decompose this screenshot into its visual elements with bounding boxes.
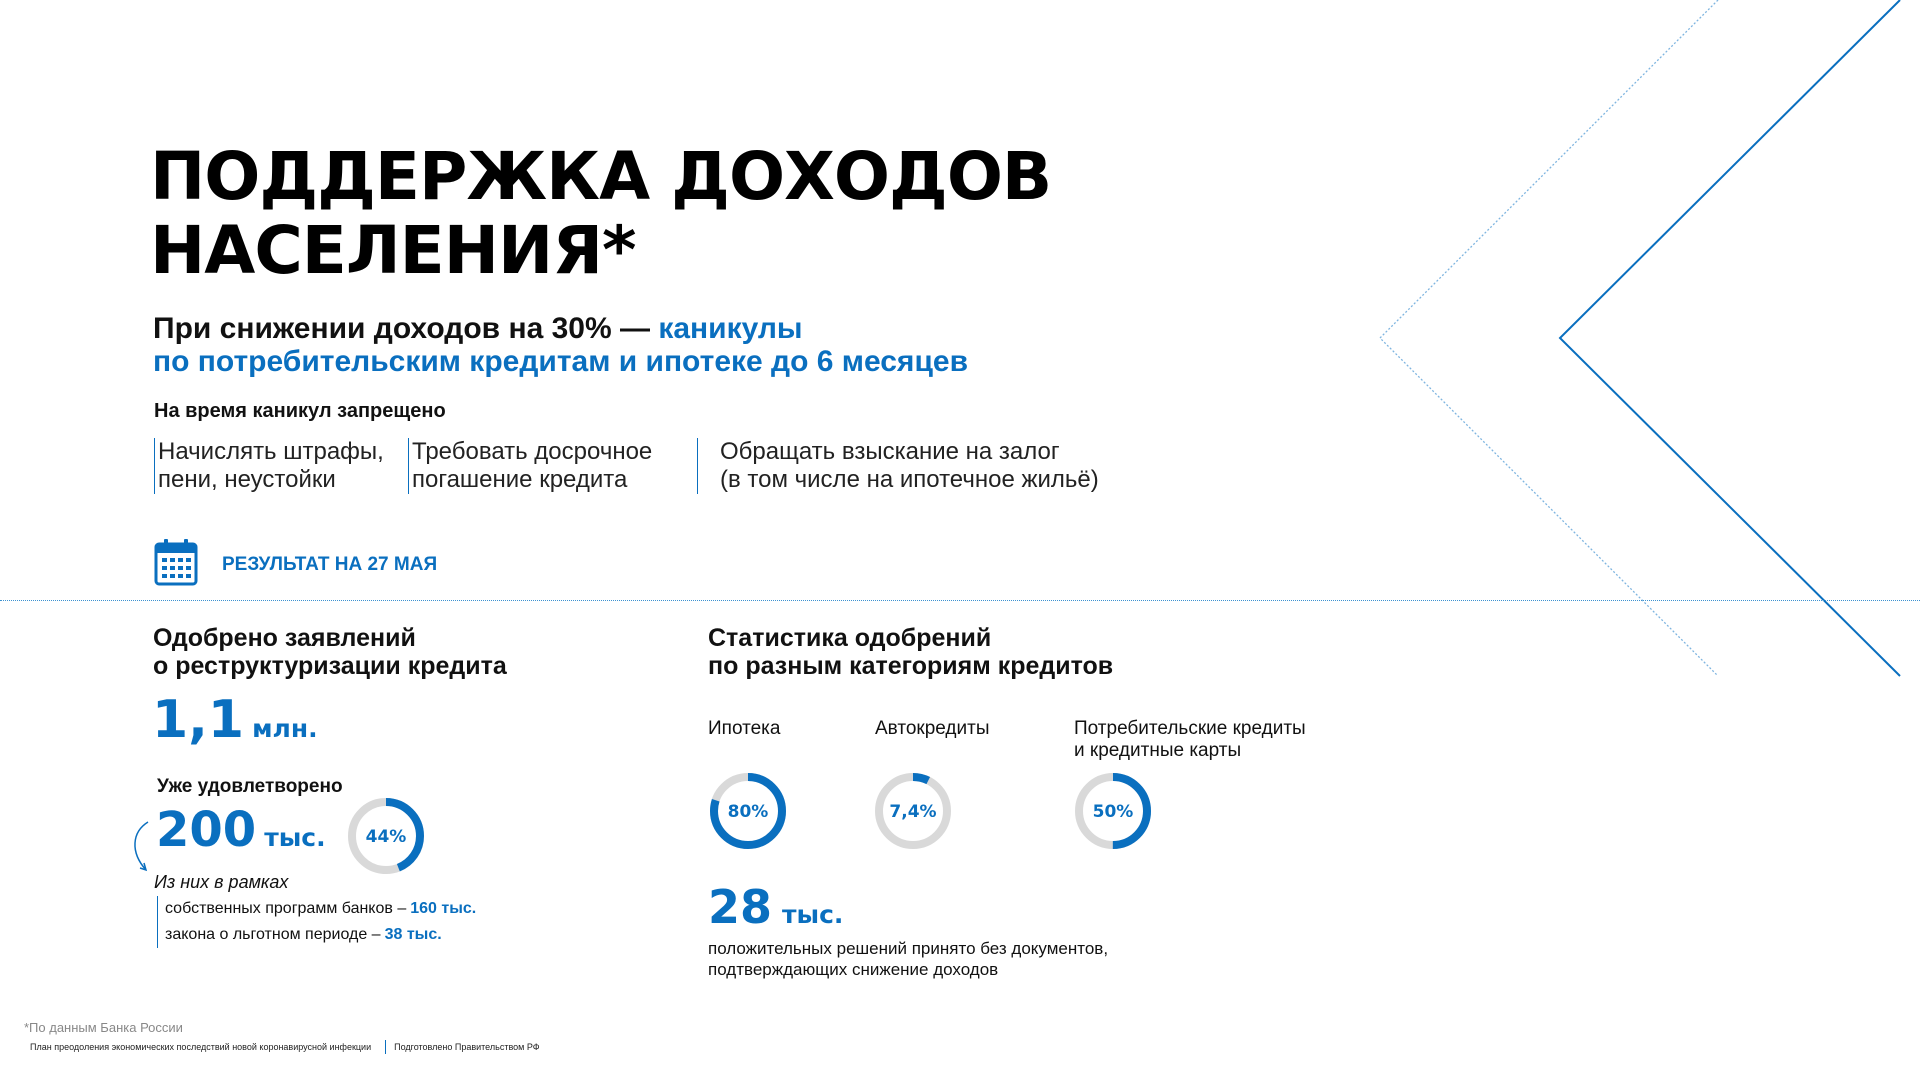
- satisfied-total: [156, 802, 326, 858]
- footer-right: Подготовлено Правительством РФ: [394, 1042, 540, 1052]
- approved-heading: [153, 624, 507, 680]
- banned-item-line1: Требовать досрочное: [412, 438, 653, 465]
- program-item: [165, 896, 476, 922]
- subtitle-part2: каникулы: [658, 312, 803, 345]
- donut-auto-label: 7,4%: [889, 802, 937, 822]
- satisfied-unit: тыс.: [264, 823, 326, 852]
- approved-value: 1,1: [152, 690, 245, 750]
- banned-item-line2: пени, неустойки: [158, 466, 336, 493]
- banned-item-collateral: [697, 438, 1160, 494]
- program-label: собственных программ банков –: [165, 900, 407, 917]
- banned-item-early-repayment: [408, 438, 692, 494]
- banned-item-line2: погашение кредита: [412, 466, 628, 493]
- satisfied-label: Уже удовлетворено: [157, 776, 343, 797]
- chevron-inner: [1560, 0, 1900, 676]
- subtitle-line2: по потребительским кредитам и ипотеке до 6 месяцев: [153, 345, 969, 378]
- footnote: *По данным Банка России: [24, 1020, 183, 1035]
- subtitle: [153, 312, 968, 378]
- no-docs-unit: тыс.: [782, 900, 844, 929]
- category-label-consumer: [1074, 718, 1306, 762]
- approved-heading-line1: Одобрено заявлений: [153, 624, 416, 652]
- program-label: закона о льготном периоде –: [165, 926, 381, 943]
- donut-consumer-label: 50%: [1092, 802, 1134, 822]
- no-docs-line2: подтверждающих снижение доходов: [708, 960, 999, 979]
- program-list: [157, 896, 476, 948]
- category-label-line1: Ипотека: [708, 718, 781, 739]
- stats-heading: [708, 624, 1113, 680]
- footer: [30, 1040, 540, 1054]
- footer-left: План преодоления экономических последствий новой коронавирусной инфекции: [30, 1042, 372, 1052]
- chevron-outer: [1380, 0, 1718, 676]
- calendar-icon: [154, 538, 198, 586]
- donut-consumer: [1073, 771, 1153, 851]
- satisfied-value: 200: [156, 802, 257, 858]
- donut-auto: [873, 771, 953, 851]
- donut-satisfied: [346, 796, 426, 876]
- result-header: [154, 538, 437, 586]
- curved-arrow-icon: [128, 820, 158, 880]
- donut-satisfied-label: 44%: [365, 827, 407, 847]
- program-value: 38 тыс.: [384, 926, 442, 943]
- no-docs-description: [708, 938, 1108, 980]
- result-label: РЕЗУЛЬТАТ НА 27 МАЯ: [222, 554, 438, 575]
- page-title: [150, 140, 1051, 288]
- banned-item-line1: Обращать взыскание на залог: [720, 438, 1060, 465]
- no-docs-total: [708, 880, 843, 934]
- title-line-1: ПОДДЕРЖКА ДОХОДОВ: [150, 138, 1052, 215]
- subtitle-part1: При снижении доходов на 30% —: [153, 312, 659, 345]
- title-line-2: НАСЕЛЕНИЯ*: [150, 212, 636, 289]
- no-docs-line1: положительных решений принято без документов,: [708, 939, 1109, 958]
- banned-item-penalties: [154, 438, 408, 494]
- stats-heading-line1: Статистика одобрений: [708, 624, 992, 652]
- category-label-auto: [875, 718, 990, 740]
- program-item: [165, 922, 476, 948]
- footer-separator: [385, 1040, 386, 1054]
- category-label-line1: Потребительские кредиты: [1074, 718, 1306, 739]
- banned-heading: На время каникул запрещено: [154, 400, 446, 422]
- category-label-line1: Автокредиты: [875, 718, 990, 739]
- approved-unit: млн.: [252, 714, 318, 743]
- programs-intro: Из них в рамках: [154, 872, 289, 892]
- program-value: 160 тыс.: [410, 900, 477, 917]
- category-label-line2: и кредитные карты: [1074, 740, 1242, 761]
- banned-item-line1: Начислять штрафы,: [158, 438, 384, 465]
- donut-mortgage-label: 80%: [727, 802, 769, 822]
- banned-item-line2: (в том числе на ипотечное жильё): [720, 466, 1099, 493]
- no-docs-value: 28: [708, 880, 773, 934]
- section-divider: [0, 600, 1920, 601]
- approved-heading-line2: о реструктуризации кредита: [153, 652, 507, 680]
- donut-mortgage: [708, 771, 788, 851]
- approved-total: [152, 690, 318, 750]
- category-label-mortgage: [708, 718, 780, 740]
- stats-heading-line2: по разным категориям кредитов: [708, 652, 1114, 680]
